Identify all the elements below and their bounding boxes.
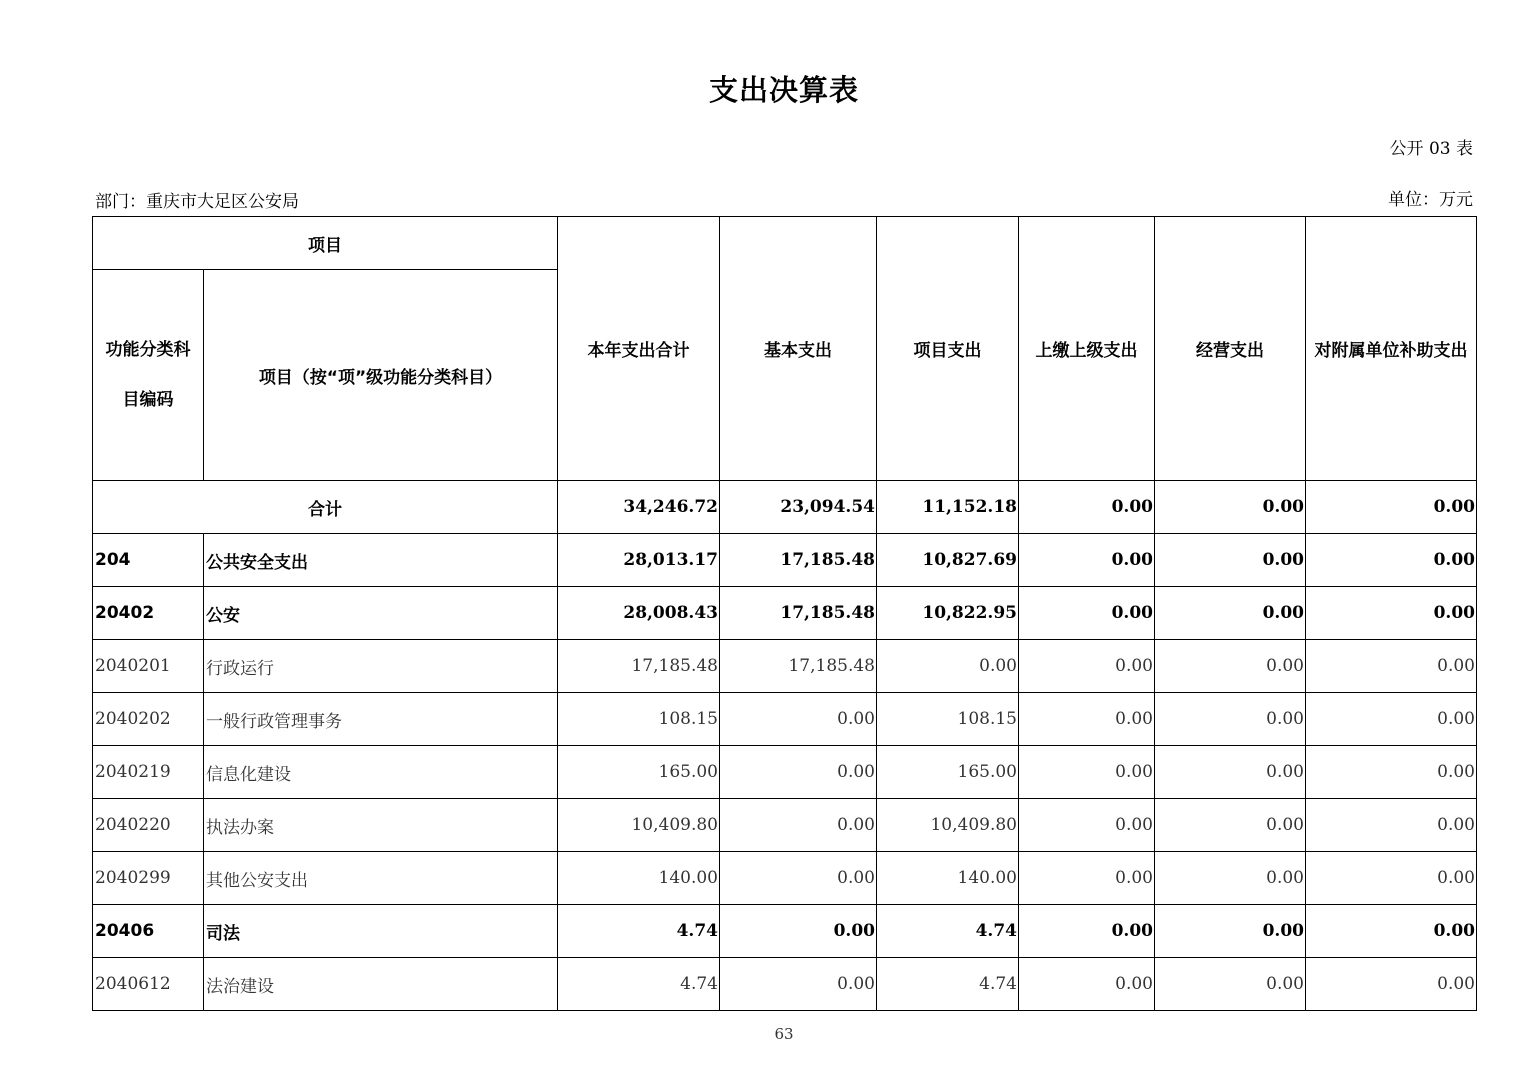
row-code: 2040220 [93,799,204,852]
row-value: 0.00 [1155,693,1306,746]
table-row [93,534,1477,587]
row-value: 0.00 [720,746,877,799]
row-name: 行政运行 [204,640,558,693]
page-title: 支出决算表 [708,73,859,107]
row-value: 0.00 [1306,799,1477,852]
header-project-group: 项目 [93,217,558,270]
header-total: 本年支出合计 [558,217,720,481]
table-row [93,958,1477,1011]
row-value: 140.00 [877,852,1019,905]
row-value: 0.00 [720,852,877,905]
row-code: 2040612 [93,958,204,1011]
row-value: 108.15 [558,693,720,746]
row-value: 0.00 [1155,799,1306,852]
row-value: 0.00 [1306,640,1477,693]
row-value: 0.00 [1155,746,1306,799]
row-value: 0.00 [1019,852,1155,905]
total-value: 11,152.18 [877,481,1019,534]
row-value: 0.00 [1306,905,1477,958]
table-row [93,799,1477,852]
department-label: 部门：重庆市大足区公安局 [95,192,299,212]
table-row [93,587,1477,640]
row-code: 204 [93,534,204,587]
row-value: 10,827.69 [877,534,1019,587]
row-value: 165.00 [558,746,720,799]
row-value: 165.00 [877,746,1019,799]
row-code: 20402 [93,587,204,640]
row-value: 0.00 [720,905,877,958]
row-name: 信息化建设 [204,746,558,799]
unit-label: 单位：万元 [1388,190,1473,210]
header-upper: 上缴上级支出 [1019,217,1155,481]
row-value: 108.15 [877,693,1019,746]
row-value: 0.00 [1306,746,1477,799]
row-value: 0.00 [1019,799,1155,852]
row-value: 0.00 [1155,587,1306,640]
row-value: 0.00 [1019,746,1155,799]
row-name: 法治建设 [204,958,558,1011]
row-value: 0.00 [1306,852,1477,905]
row-value: 0.00 [1019,640,1155,693]
row-value: 0.00 [720,693,877,746]
table-row [93,852,1477,905]
row-value: 0.00 [1155,640,1306,693]
total-value: 0.00 [1155,481,1306,534]
row-name: 其他公安支出 [204,852,558,905]
form-number: 公开 03 表 [1389,139,1473,159]
row-value: 0.00 [720,958,877,1011]
row-value: 28,008.43 [558,587,720,640]
row-value: 0.00 [1019,958,1155,1011]
row-value: 0.00 [1306,693,1477,746]
row-value: 0.00 [1306,958,1477,1011]
table-row [93,746,1477,799]
header-subsidiary: 对附属单位补助支出 [1306,217,1477,481]
row-value: 0.00 [877,640,1019,693]
header-business: 经营支出 [1155,217,1306,481]
row-value: 28,013.17 [558,534,720,587]
total-row [93,481,1477,534]
row-value: 0.00 [1019,534,1155,587]
header-basic: 基本支出 [720,217,877,481]
expenditure-table [92,216,1477,1011]
row-code: 2040202 [93,693,204,746]
header-project: 项目支出 [877,217,1019,481]
row-value: 0.00 [1306,534,1477,587]
row-value: 17,185.48 [720,640,877,693]
row-value: 0.00 [1155,905,1306,958]
row-value: 140.00 [558,852,720,905]
table-row [93,693,1477,746]
row-value: 0.00 [1155,534,1306,587]
row-code: 2040219 [93,746,204,799]
row-value: 17,185.48 [558,640,720,693]
total-value: 23,094.54 [720,481,877,534]
table-row [93,905,1477,958]
row-value: 17,185.48 [720,534,877,587]
total-value: 0.00 [1306,481,1477,534]
row-code: 2040201 [93,640,204,693]
total-value: 0.00 [1019,481,1155,534]
row-value: 0.00 [1155,958,1306,1011]
table-row [93,640,1477,693]
row-value: 0.00 [1306,587,1477,640]
row-value: 4.74 [558,905,720,958]
row-value: 10,409.80 [877,799,1019,852]
row-name: 公安 [204,587,558,640]
row-name: 司法 [204,905,558,958]
row-value: 0.00 [720,799,877,852]
row-value: 4.74 [877,905,1019,958]
row-name: 一般行政管理事务 [204,693,558,746]
row-value: 4.74 [558,958,720,1011]
row-value: 4.74 [877,958,1019,1011]
row-name: 公共安全支出 [204,534,558,587]
total-label: 合计 [93,481,558,534]
row-code: 20406 [93,905,204,958]
row-value: 10,409.80 [558,799,720,852]
header-name: 项目（按“项”级功能分类科目） [204,270,558,481]
header-code: 功能分类科目编码 [93,270,204,481]
row-value: 0.00 [1019,905,1155,958]
row-code: 2040299 [93,852,204,905]
total-value: 34,246.72 [558,481,720,534]
row-value: 0.00 [1019,693,1155,746]
page-number: 63 [774,1025,794,1043]
row-value: 10,822.95 [877,587,1019,640]
row-value: 0.00 [1019,587,1155,640]
row-value: 0.00 [1155,852,1306,905]
row-name: 执法办案 [204,799,558,852]
row-value: 17,185.48 [720,587,877,640]
